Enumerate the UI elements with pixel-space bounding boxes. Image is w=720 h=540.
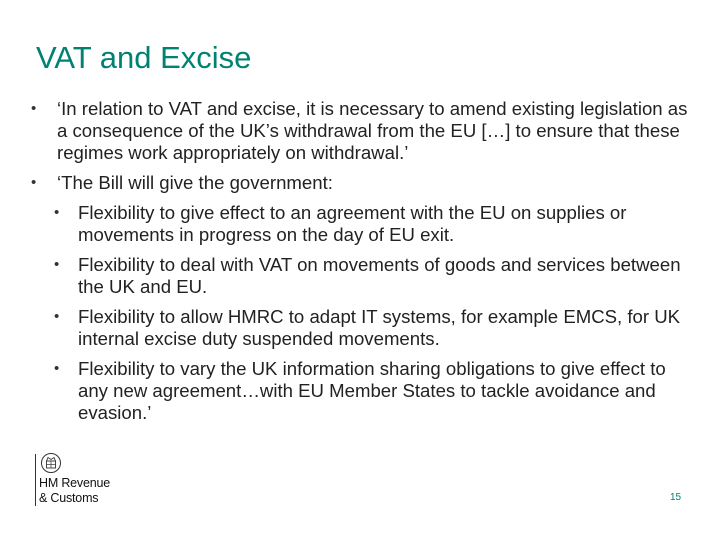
sub-bullet-text: Flexibility to give effect to an agreement with the EU on supplies or movements in progress on the day of EU exit.	[78, 202, 627, 245]
sub-bullet-text: Flexibility to deal with VAT on movements of goods and services between the UK and EU.	[78, 254, 681, 297]
bullet-dot: •	[31, 174, 37, 191]
sub-bullet-item	[28, 358, 698, 424]
bullet-text: ‘The Bill will give the government:	[57, 172, 333, 193]
slide-content	[28, 98, 698, 432]
bullet-dot: •	[54, 256, 60, 273]
sub-bullet-text: Flexibility to allow HMRC to adapt IT systems, for example EMCS, for UK internal excise duty suspended movements.	[78, 306, 681, 349]
bullet-item	[28, 98, 698, 164]
logo-text-line2: & Customs	[39, 491, 99, 505]
royal-crest-icon	[40, 452, 62, 474]
bullet-dot: •	[31, 100, 37, 117]
bullet-dot: •	[54, 360, 60, 377]
bullet-dot: •	[54, 308, 60, 325]
bullet-dot: •	[54, 204, 60, 221]
sub-bullet-item	[28, 306, 698, 350]
sub-bullet-text: Flexibility to vary the UK information sharing obligations to give effect to any new agreement…with EU Member States to tackle avoidance and evasion.’	[78, 358, 666, 423]
logo-text-line1: HM Revenue	[39, 476, 110, 490]
sub-bullet-item	[28, 254, 698, 298]
logo-divider	[35, 454, 36, 506]
hmrc-logo	[35, 452, 145, 508]
bullet-item	[28, 172, 698, 194]
bullet-text: ‘In relation to VAT and excise, it is necessary to amend existing legislation as a consequence of the UK’s withdrawal from the EU […] to ensure that these regimes work appropriately on withdrawal.’	[57, 98, 688, 163]
slide-title: VAT and Excise	[36, 40, 252, 75]
page-number: 15	[670, 492, 682, 503]
sub-bullet-item	[28, 202, 698, 246]
